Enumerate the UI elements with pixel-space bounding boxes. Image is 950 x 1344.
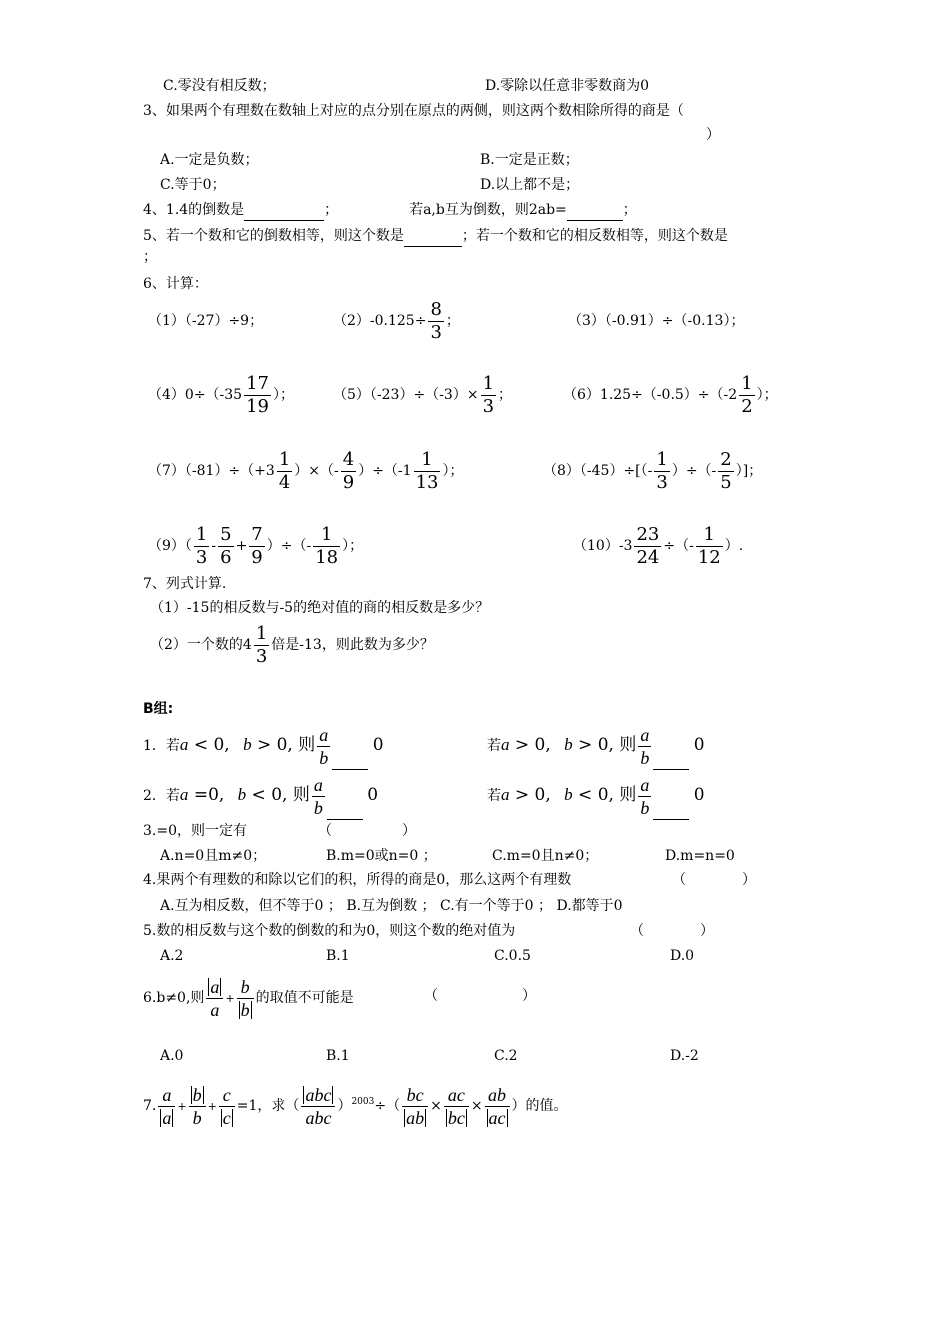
q6-item-10-text: （10）-3 [573, 538, 633, 554]
q6-item-9-end: ）； [342, 538, 364, 554]
relation: < 0, [188, 735, 230, 755]
b-q5-option-a: A.2 [160, 948, 184, 964]
q6-item-10 [573, 523, 743, 569]
q6-item-7-text: （7）（-81）÷（+3 [148, 463, 275, 479]
relation: > 0, 则 [572, 735, 637, 755]
q6-item-9-fraction-4 [313, 524, 340, 569]
operator: - [211, 538, 217, 554]
var-b: b [564, 735, 573, 754]
b-group-heading: B组: [143, 701, 174, 717]
abs-value: c [222, 1107, 231, 1128]
fraction-numerator: 1 [656, 448, 668, 470]
fraction-denominator: 2 [741, 395, 753, 417]
fraction-denominator: 3 [656, 471, 668, 493]
q3-stem: 3、如果两个有理数在数轴上对应的点分别在原点的两侧，则这两个数相除所得的商是（ [143, 103, 684, 119]
b-q3-option-b: B.m=0或n=0 ； [326, 848, 437, 864]
q6-item-4 [148, 372, 294, 418]
abs-value: ab [406, 1107, 425, 1128]
q6-item-7-mid-2: ）÷（-1 [358, 463, 412, 479]
relation: > 0, [509, 785, 551, 805]
q6-item-6-fraction [739, 373, 754, 418]
b-q5-paren: （ ） [630, 923, 714, 939]
fraction-numerator: a [640, 724, 650, 745]
b-q7-fraction-a [158, 1084, 175, 1129]
fraction-denominator: abc [305, 1107, 332, 1128]
fraction-numerator: 1 [195, 523, 208, 545]
b-q1-fraction [317, 724, 330, 769]
fraction-denominator: b [640, 747, 650, 768]
fraction-numerator: a [313, 774, 323, 795]
q6-item-5-end: ； [498, 387, 513, 403]
b-q3-option-c: C.m=0且n≠0； [492, 848, 599, 864]
fraction-numerator: 1 [482, 372, 495, 394]
q6-item-8-mid: ）÷（- [671, 463, 717, 479]
b-q2-fraction-right [638, 774, 651, 819]
fraction-denominator [237, 999, 254, 1021]
q6-item-5-fraction [481, 373, 496, 418]
b-q3-paren: （ ） [318, 823, 416, 839]
b-q7-pre: 7. [143, 1098, 157, 1114]
relation: > 0, [509, 735, 551, 755]
fraction-numerator: 1 [741, 372, 753, 394]
fraction-denominator: b [313, 797, 323, 818]
q5-part2: ；若一个数和它的相反数相等，则这个数是 [461, 228, 728, 244]
q7-sub-2 [150, 622, 434, 668]
var-a: a [501, 785, 510, 804]
b-q5-option-b: B.1 [326, 948, 350, 964]
fraction-denominator: a [210, 999, 220, 1020]
fraction-numerator: 1 [313, 524, 340, 547]
fraction-numerator: a [640, 774, 650, 795]
b-q5-stem: 5.数的相反数与这个数的倒数的和为0，则这个数的绝对值为 [143, 923, 516, 939]
q3-option-d: D.以上都不是； [480, 177, 580, 193]
q6-item-10-fraction-2 [696, 524, 723, 569]
q6-item-7-fraction-3 [414, 449, 441, 494]
b-q4-paren: （ ） [672, 872, 756, 888]
var-b: b [564, 785, 573, 804]
q3-option-b: B.一定是正数； [480, 152, 579, 168]
abs-value: ac [488, 1107, 506, 1128]
q4-part1: 4、1.4的倒数是 [143, 202, 245, 218]
q2-option-c: C.零没有相反数； [163, 78, 276, 94]
q6-item-9-fraction-2 [218, 524, 233, 569]
q6-item-8-end: ）]； [735, 463, 763, 479]
b-q4-stem: 4.果两个有理数的和除以它们的积，所得的商是0，那么这两个有理数 [143, 872, 572, 888]
q5-part1: 5、若一个数和它的倒数相等，则这个数是 [143, 228, 404, 244]
b-q7-stem [143, 1083, 568, 1130]
operator: + [207, 1100, 217, 1113]
q3-paren-close: ） [706, 127, 720, 143]
b-q2-left [143, 772, 378, 820]
b-q1-r-pre: 若 [487, 738, 501, 754]
q4-blank-2[interactable] [567, 200, 623, 221]
q5-line [143, 226, 728, 247]
q6-item-7-mid-1: ）×（- [294, 463, 339, 479]
times: × [430, 1098, 442, 1114]
b-q6-fraction-1 [206, 976, 223, 1021]
relation: < 0, 则 [246, 785, 310, 805]
fraction-denominator: 3 [255, 645, 268, 667]
q7-title: 7、列式计算. [143, 576, 227, 592]
fraction-numerator: ab [485, 1084, 510, 1107]
b-q6-paren: （ ） [424, 988, 536, 1004]
fraction-numerator: a [158, 1084, 175, 1107]
fraction-denominator: 12 [697, 546, 721, 568]
abs-value: b [240, 999, 250, 1020]
q6-item-9-fraction-3 [249, 524, 264, 569]
b-q3-option-a: A.n=0且m≠0； [160, 848, 267, 864]
relation: > 0, 则 [251, 735, 316, 755]
zero: 0 [372, 735, 384, 755]
q6-item-10-mid: ÷（- [663, 538, 694, 554]
fraction-denominator [158, 1107, 175, 1129]
fraction-denominator: 24 [636, 546, 660, 568]
b-q5-option-c: C.0.5 [494, 948, 531, 964]
b-q7-fraction-bc [402, 1084, 428, 1129]
times: × [470, 1098, 483, 1114]
fraction-denominator: 19 [246, 395, 269, 417]
fraction-numerator: 1 [278, 448, 291, 470]
fraction-numerator: 17 [246, 372, 269, 394]
fraction-numerator: 5 [220, 523, 232, 545]
b-q6-option-c: C.2 [494, 1048, 518, 1064]
b-q1-fraction-right [638, 724, 651, 769]
operator: + [235, 538, 248, 554]
fraction-numerator: 4 [342, 448, 355, 470]
q6-item-2-text: （2）-0.125÷ [333, 313, 427, 329]
q6-item-8 [543, 448, 762, 494]
q6-item-2 [333, 298, 460, 344]
fraction-numerator: 23 [636, 523, 660, 545]
q4-line [143, 200, 637, 221]
b-q6-option-a: A.0 [160, 1048, 184, 1064]
var-a: a [179, 735, 189, 754]
q3-option-c: C.等于0； [160, 177, 226, 193]
q6-item-4-fraction [244, 373, 271, 418]
b-q2-r-pre: 若 [487, 788, 501, 804]
b-q2-blank-2[interactable] [653, 773, 689, 820]
var-b: b [237, 785, 247, 804]
q6-title: 6、计算： [143, 276, 208, 292]
q5-end: ； [143, 249, 157, 265]
q4-end: ； [622, 202, 637, 218]
fraction-numerator: b [237, 976, 254, 999]
operator: + [225, 992, 235, 1005]
fraction-numerator: 1 [255, 622, 268, 644]
var-b: b [243, 735, 252, 754]
fraction-numerator: 7 [251, 523, 263, 545]
q6-item-2-fraction [428, 299, 443, 344]
q6-item-4-text: （4）0÷（-35 [148, 387, 243, 403]
fraction-numerator: c [219, 1084, 235, 1107]
var-a: a [501, 735, 510, 754]
fraction-denominator [444, 1107, 469, 1129]
q6-item-8-fraction-2 [718, 449, 733, 494]
fraction-numerator [206, 976, 223, 999]
fraction-numerator [189, 1084, 206, 1107]
abs-value: a [210, 976, 220, 997]
q4-part2: 若a,b互为倒数，则2ab= [409, 202, 567, 218]
q6-item-8-fraction-1 [654, 449, 669, 494]
q5-blank-1[interactable] [404, 226, 462, 247]
q2-option-d: D.零除以任意非零数商为0 [485, 78, 650, 94]
b-q6-post: 的取值不可能是 [255, 990, 354, 1006]
q6-item-10-end: ）. [724, 538, 744, 554]
fraction-denominator: 3 [482, 395, 495, 417]
q6-item-3: （3）（-0.91）÷（-0.13）； [568, 313, 745, 329]
fraction-numerator: 1 [414, 449, 441, 472]
b-q1-left [143, 722, 384, 770]
fraction-numerator: 8 [430, 298, 442, 320]
q6-item-7 [148, 448, 463, 494]
b-q7-fraction-b [189, 1084, 206, 1129]
fraction-denominator: 13 [415, 471, 439, 493]
b-q4-options: A.互为相反数，但不等于0 ； B.互为倒数 ； C.有一个等于0 ； D.都等于0 [160, 898, 623, 914]
b-q7-fraction-c [219, 1084, 235, 1129]
b-q3-stem: 3.=0，则一定有 [143, 823, 247, 839]
fraction-denominator: 3 [430, 321, 442, 343]
fraction-numerator [301, 1084, 335, 1107]
q4-blank-1[interactable] [244, 200, 324, 221]
b-q2-right [487, 772, 705, 820]
q7-sub-1: （1）-15的相反数与-5的绝对值的商的相反数是多少？ [150, 600, 490, 616]
fraction-denominator: 18 [315, 546, 339, 568]
fraction-denominator: b [319, 747, 329, 768]
b-q7-fraction-ac [444, 1084, 469, 1129]
b-q7-fraction-ab [485, 1084, 510, 1129]
q6-item-8-text: （8）（-45）÷[（- [543, 463, 653, 479]
q6-item-7-fraction-1 [277, 449, 292, 494]
fraction-numerator: bc [402, 1084, 428, 1107]
b-q6-option-d: D.-2 [670, 1048, 699, 1064]
fraction-denominator [402, 1107, 428, 1129]
fraction-denominator: 9 [342, 471, 355, 493]
zero: 0 [693, 735, 705, 755]
fraction-denominator: 4 [278, 471, 291, 493]
fraction-denominator: 6 [220, 546, 232, 568]
q6-item-9-text: （9）（ [148, 538, 192, 554]
q6-item-4-end: ）； [273, 387, 294, 403]
abs-value: b [192, 1084, 202, 1105]
b-q3-option-d: D.m=n=0 [665, 848, 735, 864]
q6-item-7-end: ）； [442, 463, 464, 479]
fraction-denominator: 9 [251, 546, 263, 568]
b-q7-fraction-abc [301, 1084, 335, 1129]
fraction-denominator [485, 1107, 510, 1129]
fraction-denominator: 3 [195, 546, 208, 568]
q7-sub-2-end: 倍是-13，则此数为多少？ [271, 637, 434, 653]
b-q6-pre: 6.b≠0,则 [143, 990, 205, 1006]
abs-value: a [162, 1107, 172, 1128]
b-q7-close: ） [337, 1098, 352, 1114]
b-q7-exponent: 2003 [351, 1097, 375, 1107]
b-q1-right [487, 722, 705, 770]
b-q5-option-d: D.0 [670, 948, 695, 964]
fraction-denominator: b [640, 797, 650, 818]
zero: 0 [693, 785, 705, 805]
q6-item-9-fraction-1 [194, 524, 209, 569]
zero: 0 [367, 785, 379, 805]
b-q2-blank-1[interactable] [327, 773, 363, 820]
b-q1-pre: 1．若 [143, 738, 180, 754]
q6-item-2-end: ； [445, 313, 460, 329]
q6-item-9-mid: ）÷（- [266, 538, 312, 554]
q4-sep: ； [324, 202, 339, 218]
relation: < 0, 则 [572, 785, 637, 805]
fraction-numerator: 2 [720, 448, 732, 470]
fraction-numerator: a [319, 724, 329, 745]
q7-sub-2-fraction [254, 623, 269, 668]
q7-sub-2-text: （2）一个数的4 [150, 637, 252, 653]
q6-item-6 [563, 372, 778, 418]
fraction-denominator: b [192, 1107, 202, 1128]
q6-item-5 [333, 372, 512, 418]
b-q7-div: ÷（ [374, 1098, 401, 1114]
b-q6-stem [143, 975, 354, 1022]
q6-item-6-end: ）； [756, 387, 778, 403]
q6-item-9 [148, 523, 363, 569]
q6-item-7-fraction-2 [341, 449, 356, 494]
q6-item-10-fraction-1 [634, 524, 661, 569]
b-q1-blank-1[interactable] [332, 723, 368, 770]
b-q7-eq: =1，求（ [236, 1098, 300, 1114]
fraction-denominator [219, 1107, 235, 1129]
q3-option-a: A.一定是负数； [160, 152, 259, 168]
abs-value: bc [447, 1107, 465, 1128]
b-q6-option-b: B.1 [326, 1048, 350, 1064]
operator: + [177, 1100, 187, 1113]
b-q6-fraction-2 [237, 976, 254, 1021]
fraction-numerator: 1 [696, 524, 723, 547]
q6-item-6-text: （6）1.25÷（-0.5）÷（-2 [563, 387, 738, 403]
abs-value: abc [305, 1084, 332, 1105]
q6-item-1: （1）（-27）÷9； [148, 313, 264, 329]
relation: =0, [188, 785, 225, 805]
fraction-numerator: ac [444, 1084, 469, 1107]
b-q2-pre: 2．若 [143, 788, 180, 804]
fraction-denominator: 5 [720, 471, 732, 493]
q6-item-5-text: （5）（-23）÷（-3）× [333, 387, 479, 403]
b-q1-blank-2[interactable] [653, 723, 689, 770]
b-q2-fraction [312, 774, 325, 819]
var-a: a [179, 785, 189, 804]
b-q7-end: ）的值。 [511, 1098, 568, 1114]
